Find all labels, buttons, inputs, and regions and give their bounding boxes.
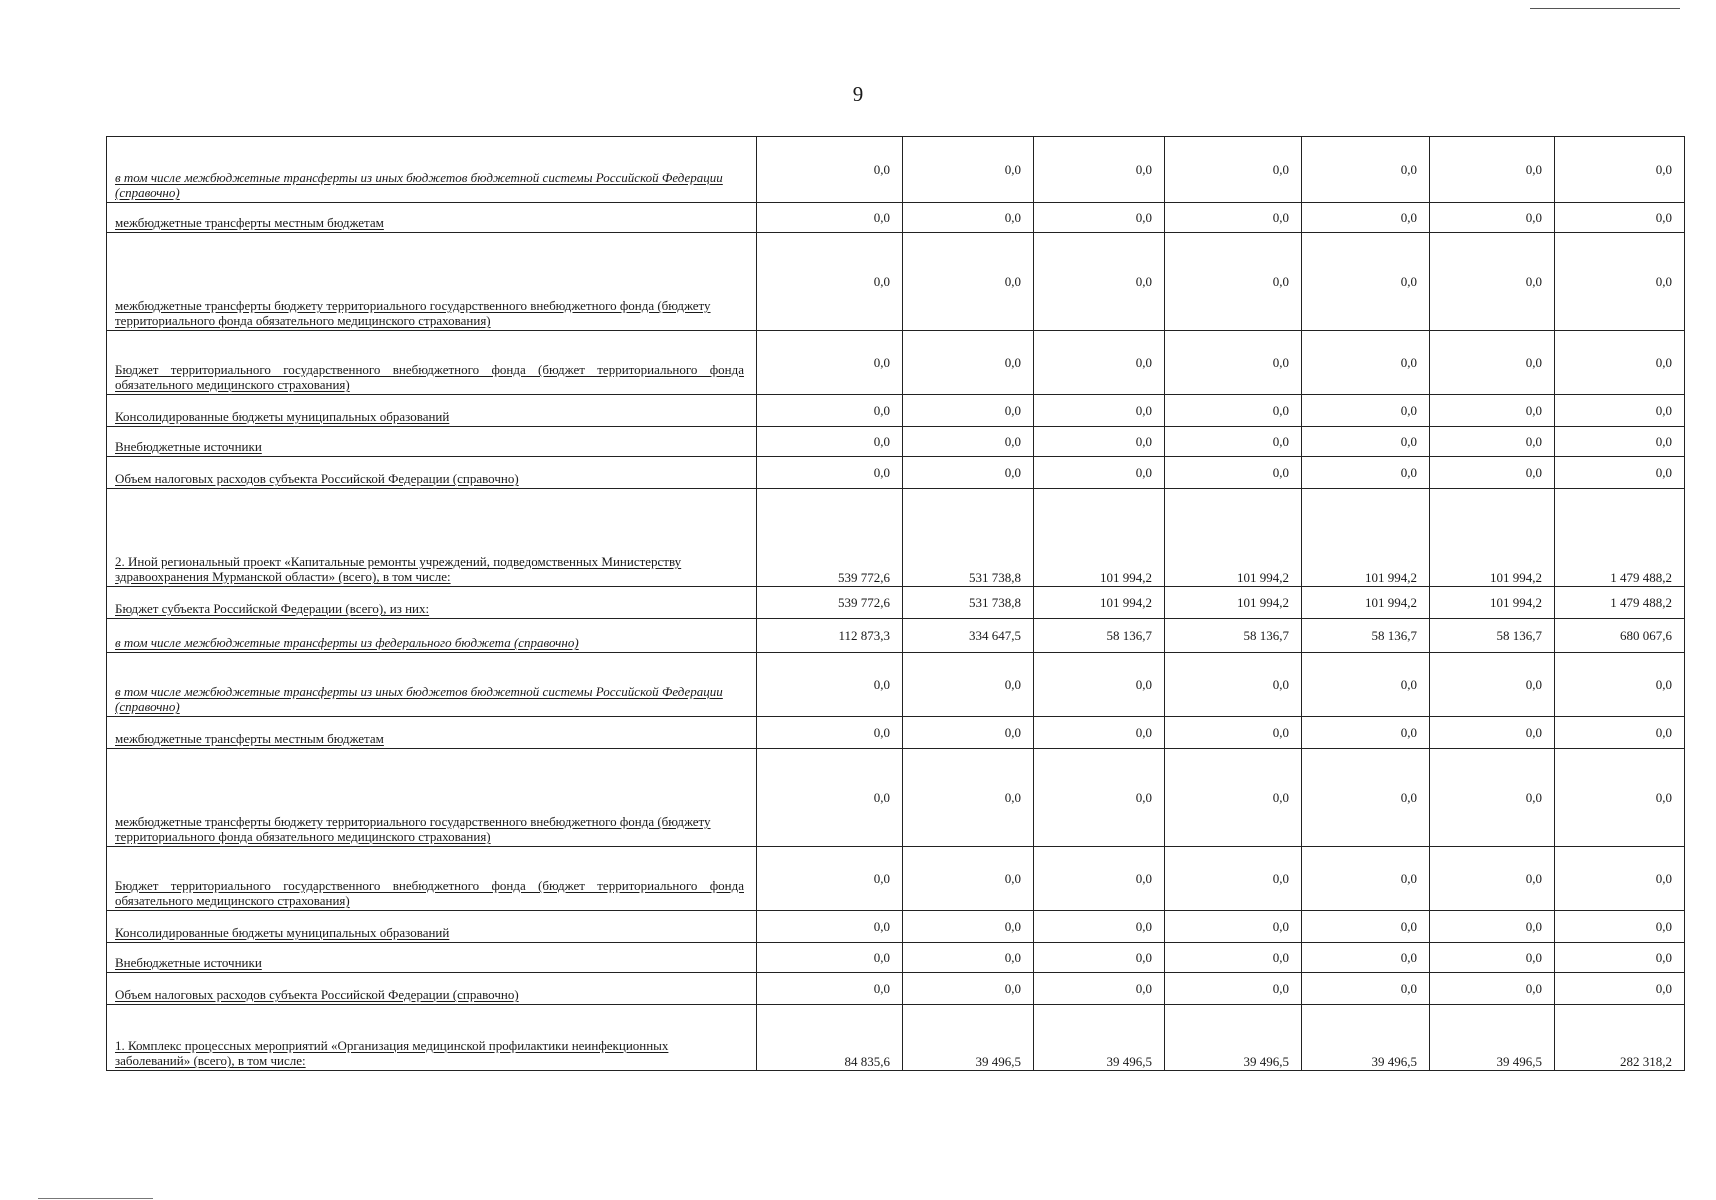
value-cell: 0,0 <box>1302 395 1430 427</box>
value-cell: 58 136,7 <box>1034 619 1165 653</box>
row-label: Бюджет субъекта Российской Федерации (всего), из них: <box>115 601 430 616</box>
value-cell: 0,0 <box>1034 203 1165 233</box>
row-label-cell <box>107 427 757 457</box>
value-cell: 101 994,2 <box>1165 587 1302 619</box>
row-label-cell <box>107 203 757 233</box>
row-label-cell <box>107 717 757 749</box>
budget-table <box>106 136 1685 1071</box>
value-cell: 0,0 <box>903 233 1034 331</box>
value-cell: 0,0 <box>903 911 1034 943</box>
value-cell: 0,0 <box>757 203 903 233</box>
row-label: межбюджетные трансферты местным бюджетам <box>115 215 384 230</box>
value-cell: 0,0 <box>903 749 1034 847</box>
value-cell: 0,0 <box>903 203 1034 233</box>
value-cell: 0,0 <box>757 847 903 911</box>
value-cell: 101 994,2 <box>1034 489 1165 587</box>
value-cell: 0,0 <box>1430 457 1555 489</box>
value-cell: 84 835,6 <box>757 1005 903 1071</box>
value-cell: 0,0 <box>1034 943 1165 973</box>
value-cell: 0,0 <box>1430 749 1555 847</box>
value-cell: 680 067,6 <box>1555 619 1685 653</box>
value-cell: 0,0 <box>757 331 903 395</box>
value-cell: 0,0 <box>1555 911 1685 943</box>
row-label: Консолидированные бюджеты муниципальных образований <box>115 409 450 424</box>
row-label: межбюджетные трансферты бюджету территориального государственного внебюджетного фонда (бюджету территориального фонда обязательного медицинского страхования) <box>115 298 711 328</box>
row-label-cell <box>107 137 757 203</box>
value-cell: 0,0 <box>903 427 1034 457</box>
value-cell: 0,0 <box>903 717 1034 749</box>
value-cell: 0,0 <box>1034 911 1165 943</box>
row-label-cell <box>107 331 757 395</box>
value-cell: 0,0 <box>1555 457 1685 489</box>
row-label-cell <box>107 395 757 427</box>
table-row <box>107 427 1685 457</box>
table-row <box>107 653 1685 717</box>
value-cell: 101 994,2 <box>1302 489 1430 587</box>
table-row <box>107 587 1685 619</box>
value-cell: 0,0 <box>903 137 1034 203</box>
value-cell: 1 479 488,2 <box>1555 587 1685 619</box>
value-cell: 0,0 <box>1034 717 1165 749</box>
value-cell: 39 496,5 <box>1430 1005 1555 1071</box>
row-label: Консолидированные бюджеты муниципальных образований <box>115 925 450 940</box>
value-cell: 0,0 <box>1034 233 1165 331</box>
table-row <box>107 973 1685 1005</box>
value-cell: 0,0 <box>1555 203 1685 233</box>
value-cell: 0,0 <box>903 395 1034 427</box>
table-row <box>107 1005 1685 1071</box>
value-cell: 0,0 <box>1165 331 1302 395</box>
value-cell: 0,0 <box>1165 847 1302 911</box>
value-cell: 0,0 <box>1165 427 1302 457</box>
value-cell: 0,0 <box>1165 973 1302 1005</box>
value-cell: 58 136,7 <box>1430 619 1555 653</box>
value-cell: 0,0 <box>757 973 903 1005</box>
value-cell: 0,0 <box>1302 203 1430 233</box>
value-cell: 101 994,2 <box>1430 587 1555 619</box>
table-row <box>107 233 1685 331</box>
value-cell: 0,0 <box>1034 395 1165 427</box>
value-cell: 58 136,7 <box>1302 619 1430 653</box>
value-cell: 334 647,5 <box>903 619 1034 653</box>
value-cell: 0,0 <box>1165 395 1302 427</box>
value-cell: 101 994,2 <box>1034 587 1165 619</box>
value-cell: 0,0 <box>1034 137 1165 203</box>
row-label-cell <box>107 653 757 717</box>
value-cell: 0,0 <box>757 943 903 973</box>
value-cell: 0,0 <box>1555 395 1685 427</box>
table-row <box>107 619 1685 653</box>
value-cell: 0,0 <box>1430 943 1555 973</box>
row-label-cell <box>107 619 757 653</box>
value-cell: 0,0 <box>1302 717 1430 749</box>
value-cell: 0,0 <box>1302 427 1430 457</box>
row-label: 2. Иной региональный проект «Капитальные ремонты учреждений, подведомственных Министерству здравоохранения Мурманской области» (всего), в том числе: <box>115 554 682 584</box>
value-cell: 0,0 <box>757 457 903 489</box>
value-cell: 0,0 <box>1165 137 1302 203</box>
value-cell: 39 496,5 <box>1302 1005 1430 1071</box>
table-row <box>107 911 1685 943</box>
value-cell: 101 994,2 <box>1430 489 1555 587</box>
row-label: межбюджетные трансферты местным бюджетам <box>115 731 384 746</box>
value-cell: 0,0 <box>1555 943 1685 973</box>
value-cell: 0,0 <box>1034 457 1165 489</box>
value-cell: 0,0 <box>1430 973 1555 1005</box>
value-cell: 0,0 <box>757 717 903 749</box>
value-cell: 0,0 <box>757 749 903 847</box>
value-cell: 0,0 <box>1302 911 1430 943</box>
row-label-cell <box>107 847 757 911</box>
value-cell: 0,0 <box>1555 749 1685 847</box>
row-label-cell <box>107 973 757 1005</box>
row-label-cell <box>107 1005 757 1071</box>
value-cell: 0,0 <box>1555 233 1685 331</box>
table-row <box>107 331 1685 395</box>
value-cell: 0,0 <box>1165 203 1302 233</box>
value-cell: 0,0 <box>1034 749 1165 847</box>
row-label: в том числе межбюджетные трансферты из иных бюджетов бюджетной системы Российской Федерации (справочно) <box>115 170 723 200</box>
row-label-cell <box>107 587 757 619</box>
value-cell: 0,0 <box>1034 331 1165 395</box>
row-label: 1. Комплекс процессных мероприятий «Организация медицинской профилактики неинфекционных заболеваний» (всего), в том числе: <box>115 1038 669 1068</box>
value-cell: 0,0 <box>1430 653 1555 717</box>
scan-edge-mark-bottom <box>38 1198 153 1199</box>
value-cell: 0,0 <box>1430 331 1555 395</box>
value-cell: 112 873,3 <box>757 619 903 653</box>
value-cell: 0,0 <box>757 653 903 717</box>
value-cell: 39 496,5 <box>1165 1005 1302 1071</box>
value-cell: 0,0 <box>757 233 903 331</box>
value-cell: 0,0 <box>1302 847 1430 911</box>
value-cell: 1 479 488,2 <box>1555 489 1685 587</box>
scan-edge-mark-top <box>1530 8 1680 9</box>
budget-table-body <box>107 137 1685 1071</box>
value-cell: 0,0 <box>1555 427 1685 457</box>
value-cell: 0,0 <box>1165 457 1302 489</box>
row-label: Объем налоговых расходов субъекта Российской Федерации (справочно) <box>115 987 519 1002</box>
value-cell: 0,0 <box>903 847 1034 911</box>
row-label-cell <box>107 943 757 973</box>
value-cell: 0,0 <box>903 653 1034 717</box>
value-cell: 0,0 <box>903 973 1034 1005</box>
value-cell: 0,0 <box>1302 137 1430 203</box>
row-label: Объем налоговых расходов субъекта Российской Федерации (справочно) <box>115 471 519 486</box>
row-label: Бюджет территориального государственного внебюджетного фонда (бюджет территориального фонда обязательного медицинского страхования) <box>115 878 744 908</box>
value-cell: 0,0 <box>1034 973 1165 1005</box>
value-cell: 0,0 <box>1302 233 1430 331</box>
value-cell: 539 772,6 <box>757 489 903 587</box>
value-cell: 101 994,2 <box>1302 587 1430 619</box>
table-row <box>107 847 1685 911</box>
value-cell: 0,0 <box>1555 973 1685 1005</box>
value-cell: 39 496,5 <box>903 1005 1034 1071</box>
value-cell: 0,0 <box>1430 717 1555 749</box>
value-cell: 0,0 <box>1165 717 1302 749</box>
value-cell: 0,0 <box>1302 943 1430 973</box>
row-label: межбюджетные трансферты бюджету территориального государственного внебюджетного фонда (бюджету территориального фонда обязательного медицинского страхования) <box>115 814 711 844</box>
table-row <box>107 457 1685 489</box>
value-cell: 0,0 <box>1430 427 1555 457</box>
table-row <box>107 137 1685 203</box>
value-cell: 0,0 <box>1555 653 1685 717</box>
value-cell: 0,0 <box>1302 457 1430 489</box>
row-label-cell <box>107 489 757 587</box>
table-row <box>107 749 1685 847</box>
row-label-cell <box>107 749 757 847</box>
value-cell: 0,0 <box>1555 331 1685 395</box>
value-cell: 0,0 <box>757 911 903 943</box>
value-cell: 58 136,7 <box>1165 619 1302 653</box>
row-label: в том числе межбюджетные трансферты из иных бюджетов бюджетной системы Российской Федерации (справочно) <box>115 684 723 714</box>
value-cell: 0,0 <box>1430 395 1555 427</box>
value-cell: 0,0 <box>1165 749 1302 847</box>
table-row <box>107 717 1685 749</box>
value-cell: 0,0 <box>757 427 903 457</box>
value-cell: 0,0 <box>1430 847 1555 911</box>
value-cell: 0,0 <box>1430 911 1555 943</box>
row-label-cell <box>107 457 757 489</box>
value-cell: 0,0 <box>903 457 1034 489</box>
table-row <box>107 395 1685 427</box>
value-cell: 0,0 <box>1555 847 1685 911</box>
value-cell: 0,0 <box>1165 911 1302 943</box>
value-cell: 0,0 <box>1555 717 1685 749</box>
row-label: Внебюджетные источники <box>115 439 262 454</box>
value-cell: 0,0 <box>903 331 1034 395</box>
page-number: 9 <box>852 82 864 106</box>
value-cell: 0,0 <box>1165 943 1302 973</box>
value-cell: 0,0 <box>1302 973 1430 1005</box>
value-cell: 0,0 <box>1034 847 1165 911</box>
value-cell: 0,0 <box>757 395 903 427</box>
value-cell: 0,0 <box>757 137 903 203</box>
value-cell: 101 994,2 <box>1165 489 1302 587</box>
table-row <box>107 203 1685 233</box>
value-cell: 0,0 <box>1555 137 1685 203</box>
value-cell: 0,0 <box>1165 653 1302 717</box>
value-cell: 0,0 <box>1034 427 1165 457</box>
table-row <box>107 943 1685 973</box>
value-cell: 0,0 <box>1302 749 1430 847</box>
value-cell: 0,0 <box>1165 233 1302 331</box>
value-cell: 282 318,2 <box>1555 1005 1685 1071</box>
value-cell: 531 738,8 <box>903 489 1034 587</box>
row-label: в том числе межбюджетные трансферты из федерального бюджета (справочно) <box>115 635 579 650</box>
row-label-cell <box>107 233 757 331</box>
row-label: Бюджет территориального государственного внебюджетного фонда (бюджет территориального фонда обязательного медицинского страхования) <box>115 362 744 392</box>
value-cell: 0,0 <box>1430 233 1555 331</box>
value-cell: 539 772,6 <box>757 587 903 619</box>
value-cell: 0,0 <box>1430 137 1555 203</box>
value-cell: 0,0 <box>1034 653 1165 717</box>
value-cell: 0,0 <box>1302 331 1430 395</box>
value-cell: 0,0 <box>1430 203 1555 233</box>
table-row <box>107 489 1685 587</box>
value-cell: 0,0 <box>903 943 1034 973</box>
value-cell: 0,0 <box>1302 653 1430 717</box>
row-label-cell <box>107 911 757 943</box>
row-label: Внебюджетные источники <box>115 955 262 970</box>
value-cell: 39 496,5 <box>1034 1005 1165 1071</box>
value-cell: 531 738,8 <box>903 587 1034 619</box>
